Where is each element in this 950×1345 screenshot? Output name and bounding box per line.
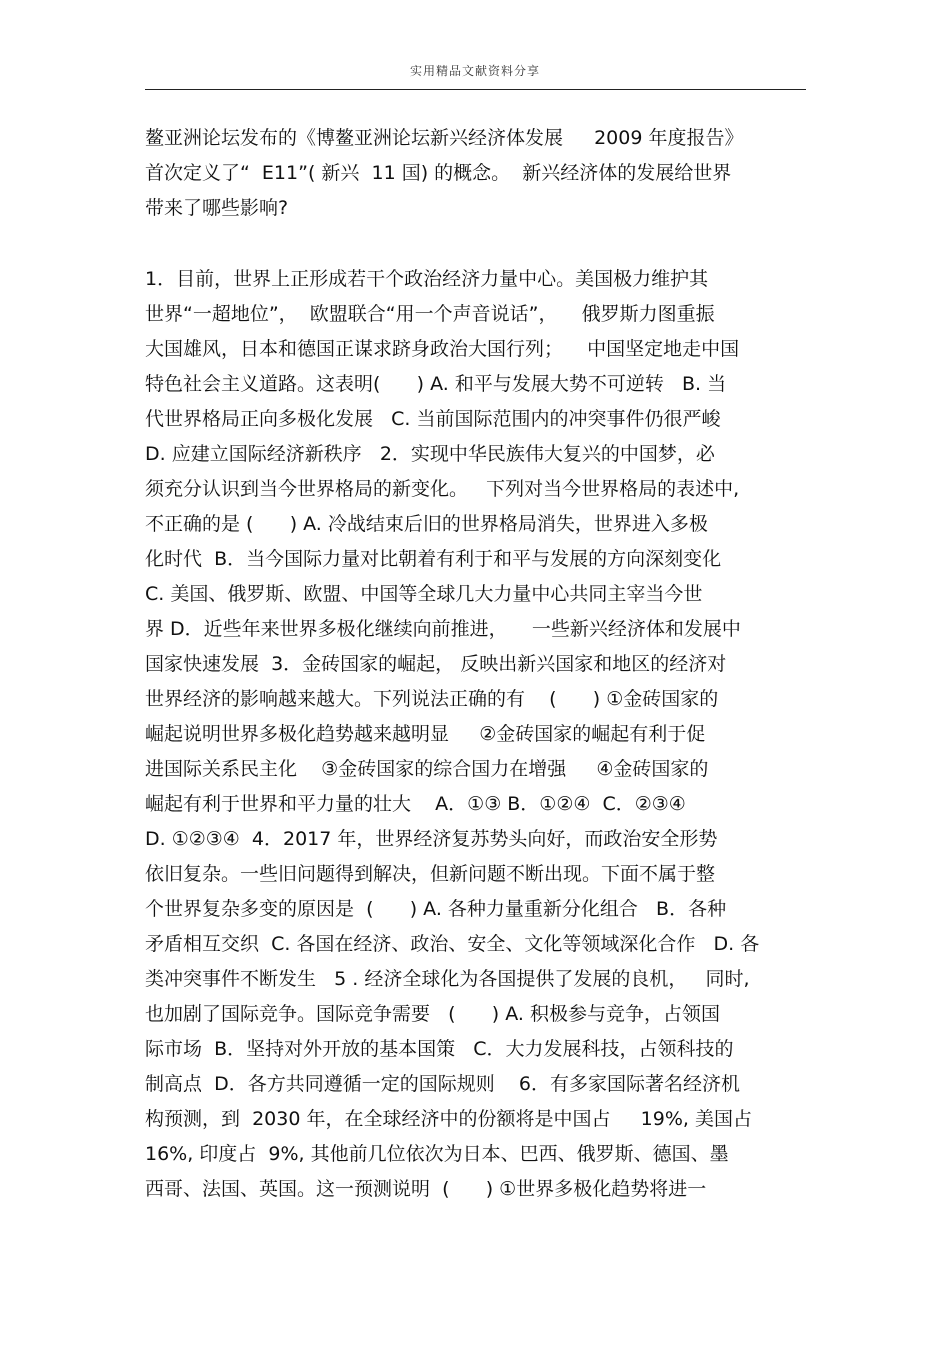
question-line: 代世界格局正向多极化发展 C. 当前国际范围内的冲突事件仍很严峻 xyxy=(145,408,721,430)
question-line: 际市场 B．坚持对外开放的基本国策 C．大力发展科技，占领科技的 xyxy=(145,1038,734,1060)
question-line: 进国际关系民主化 ③金砖国家的综合国力在增强 ④金砖国家的 xyxy=(145,758,709,780)
question-line: 依旧复杂。一些旧问题得到解决，但新问题不断出现。下面不属于整 xyxy=(145,863,716,885)
question-line: 世界经济的影响越来越大。下列说法正确的有 ( ) ①金砖国家的 xyxy=(145,688,719,710)
question-line: 须充分认识到当今世界格局的新变化。 下列对当今世界格局的表述中, xyxy=(145,478,740,500)
question-line: 个世界复杂多变的原因是 ( ) A. 各种力量重新分化组合 B．各种 xyxy=(145,898,727,920)
question-line: C. 美国、俄罗斯、欧盟、中国等全球几大力量中心共同主宰当今世 xyxy=(145,583,703,605)
question-line: 制高点 D．各方共同遵循一定的国际规则 6．有多家国际著名经济机 xyxy=(145,1073,740,1095)
question-line: 崛起说明世界多极化趋势越来越明显 ②金砖国家的崛起有利于促 xyxy=(145,723,706,745)
question-line: 1．目前，世界上正形成若干个政治经济力量中心。美国极力维护其 xyxy=(145,268,709,290)
question-line: 矛盾相互交织 C. 各国在经济、政治、安全、文化等领域深化合作 D. 各 xyxy=(145,933,760,955)
question-line: 构预测，到 2030 年，在全球经济中的份额将是中国占 19%, 美国占 xyxy=(145,1108,752,1130)
intro-line: 带来了哪些影响? xyxy=(145,197,289,219)
question-line: 16%, 印度占 9%, 其他前几位依次为日本、巴西、俄罗斯、德国、墨 xyxy=(145,1143,729,1165)
intro-line: 鳌亚洲论坛发布的《博鳌亚洲论坛新兴经济体发展 2009 年度报告》 xyxy=(145,127,744,149)
question-line: D. 应建立国际经济新秩序 2．实现中华民族伟大复兴的中国梦，必 xyxy=(145,443,715,465)
question-line: 界 D．近些年来世界多极化继续向前推进， 一些新兴经济体和发展中 xyxy=(145,618,741,640)
question-line: 不正确的是 ( ) A. 冷战结束后旧的世界格局消失，世界进入多极 xyxy=(145,513,708,535)
page-header: 实用精品文献资料分享 xyxy=(409,64,540,78)
question-line: 西哥、法国、英国。这一预测说明 ( ) ①世界多极化趋势将进一 xyxy=(145,1178,707,1200)
question-line: 世界“一超地位”， 欧盟联合“用一个声音说话”， 俄罗斯力图重振 xyxy=(145,303,715,325)
intro-line: 首次定义了“ E11”( 新兴 11 国) 的概念。 新兴经济体的发展给世界 xyxy=(145,162,732,184)
question-line: 大国雄风，日本和德国正谋求跻身政治大国行列； 中国坚定地走中国 xyxy=(145,338,740,360)
question-line: 崛起有利于世界和平力量的壮大 A．①③ B．①②④ C．②③④ xyxy=(145,793,686,815)
question-line: 类冲突事件不断发生 5 . 经济全球化为各国提供了发展的良机， 同时, xyxy=(145,968,750,990)
question-line: D. ①②③④ 4．2017 年，世界经济复苏势头向好，而政治安全形势 xyxy=(145,828,718,850)
question-line: 也加剧了国际竞争。国际竞争需要 ( ) A. 积极参与竞争，占领国 xyxy=(145,1003,720,1025)
question-line: 化时代 B．当今国际力量对比朝着有利于和平与发展的方向深刻变化 xyxy=(145,548,722,570)
question-line: 特色社会主义道路。这表明( ) A. 和平与发展大势不可逆转 B. 当 xyxy=(145,373,727,395)
question-line: 国家快速发展 3．金砖国家的崛起， 反映出新兴国家和地区的经济对 xyxy=(145,653,727,675)
